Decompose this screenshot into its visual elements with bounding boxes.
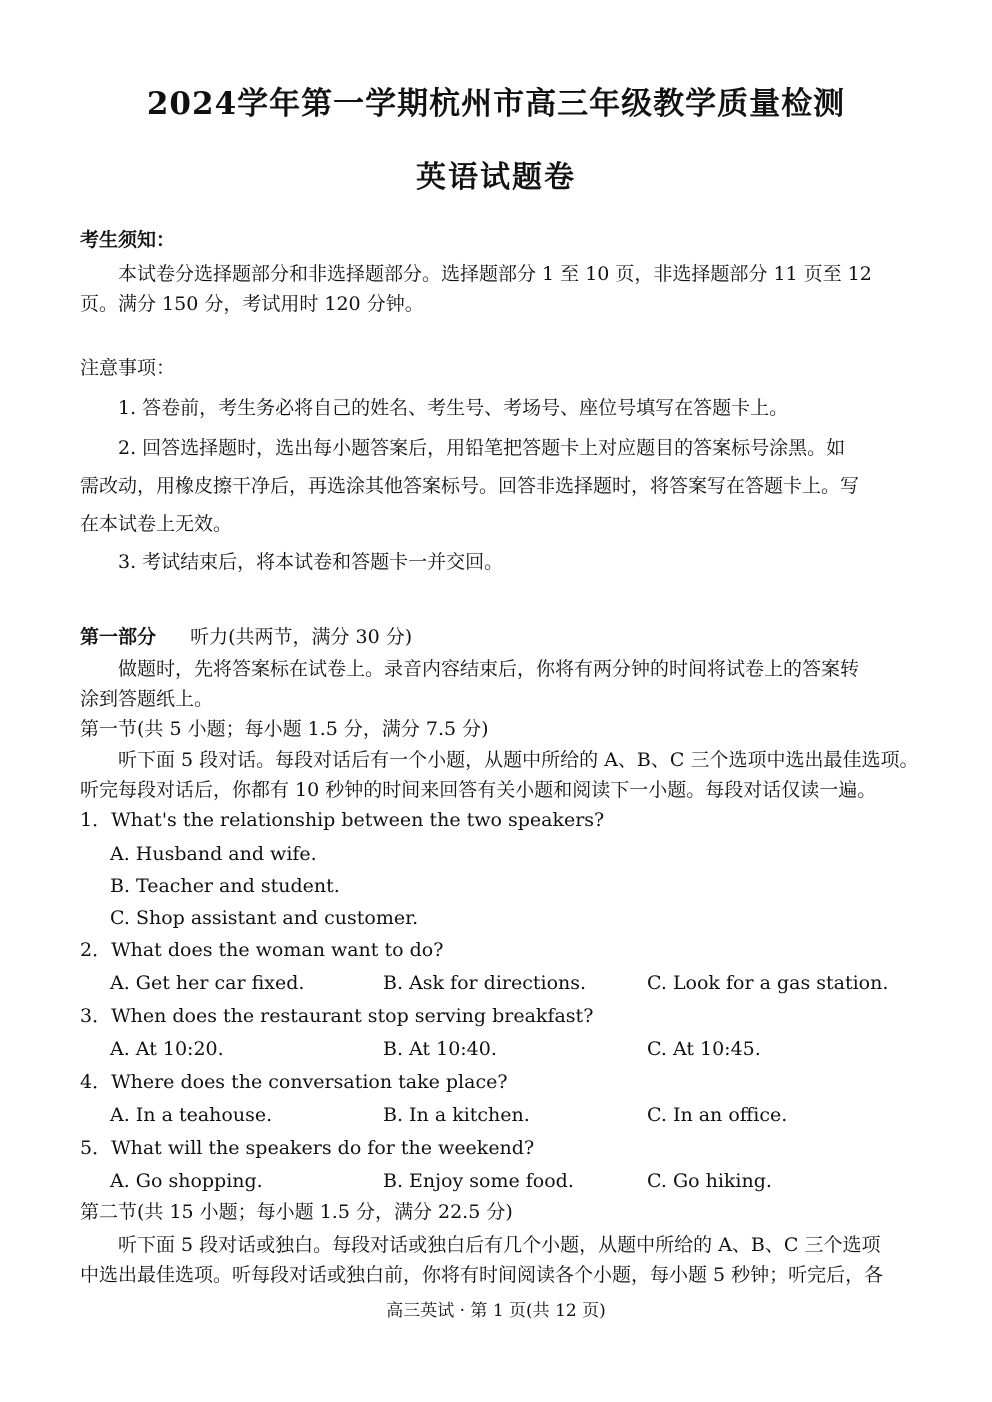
caution-item-2-line-2: 需改动，用橡皮擦干净后，再选涂其他答案标号。回答非选择题时，将答案写在答题卡上。写 [80, 475, 860, 497]
section1-intro-line-2: 听完每段对话后，你都有 10 秒钟的时间来回答有关小题和阅读下一小题。每段对话仅读一遍。 [80, 779, 877, 801]
question-3-stem: 3．When does the restaurant stop serving breakfast? [80, 1005, 594, 1027]
question-5-option-b: B. Enjoy some food. [383, 1170, 574, 1192]
question-2-option-b: B. Ask for directions. [383, 972, 587, 994]
page-footer: 高三英试 · 第 1 页(共 12 页) [386, 1301, 606, 1321]
exam-title: 2024学年第一学期杭州市高三年级教学质量检测 [146, 86, 846, 122]
question-4-stem: 4．Where does the conversation take place? [80, 1071, 508, 1093]
caution-item-2-line-3: 在本试卷上无效。 [80, 513, 233, 535]
question-5-stem: 5．What will the speakers do for the weekend? [80, 1137, 535, 1159]
cautions-heading: 注意事项： [80, 357, 176, 379]
part1-heading-text: 听力(共两节，满分 30 分) [190, 626, 413, 648]
section2-intro-line-2: 中选出最佳选项。听每段对话或独白前，你将有时间阅读各个小题，每小题 5 秒钟；听完后，各 [80, 1264, 884, 1286]
caution-item-2-line-1: 2. 回答选择题时，选出每小题答案后，用铅笔把答题卡上对应题目的答案标号涂黑。如 [118, 437, 846, 459]
question-2-option-a: A. Get her car fixed. [110, 972, 305, 994]
caution-item-3: 3. 考试结束后，将本试卷和答题卡一并交回。 [118, 551, 504, 573]
question-5-option-c: C. Go hiking. [647, 1170, 772, 1192]
question-3-option-a: A. At 10:20. [110, 1038, 224, 1060]
notice-line-1: 本试卷分选择题部分和非选择题部分。选择题部分 1 至 10 页，非选择题部分 11 页至 12 [118, 263, 872, 285]
question-1-option-c: C. Shop assistant and customer. [110, 907, 419, 929]
caution-item-1: 1. 答卷前，考生务必将自己的姓名、考生号、考场号、座位号填写在答题卡上。 [118, 397, 789, 419]
notice-heading: 考生须知： [80, 229, 176, 251]
section2-heading: 第二节(共 15 小题；每小题 1.5 分，满分 22.5 分) [80, 1201, 513, 1223]
part1-heading [80, 625, 412, 649]
question-4-option-c: C. In an office. [647, 1104, 788, 1126]
section2-intro-line-1: 听下面 5 段对话或独白。每段对话或独白后有几个小题，从题中所给的 A、B、C 三个选项 [118, 1234, 881, 1256]
question-3-option-b: B. At 10:40. [383, 1038, 497, 1060]
part1-intro-line-1: 做题时，先将答案标在试卷上。录音内容结束后，你将有两分钟的时间将试卷上的答案转 [118, 658, 860, 680]
question-4-option-a: A. In a teahouse. [110, 1104, 273, 1126]
notice-line-2: 页。满分 150 分，考试用时 120 分钟。 [80, 293, 424, 315]
exam-subtitle: 英语试题卷 [416, 160, 576, 195]
question-1-option-b: B. Teacher and student. [110, 875, 340, 897]
question-2-stem: 2．What does the woman want to do? [80, 939, 444, 961]
question-1-stem: 1．What's the relationship between the two speakers? [80, 809, 605, 831]
question-5-option-a: A. Go shopping. [110, 1170, 263, 1192]
question-1-option-a: A. Husband and wife. [110, 843, 317, 865]
question-2-option-c: C. Look for a gas station. [647, 972, 889, 994]
part1-intro-line-2: 涂到答题纸上。 [80, 688, 214, 710]
section1-intro-line-1: 听下面 5 段对话。每段对话后有一个小题，从题中所给的 A、B、C 三个选项中选出最佳选项。 [118, 749, 919, 771]
part1-heading-label: 第一部分 [80, 626, 157, 648]
question-3-option-c: C. At 10:45. [647, 1038, 761, 1060]
question-4-option-b: B. In a kitchen. [383, 1104, 530, 1126]
section1-heading: 第一节(共 5 小题；每小题 1.5 分，满分 7.5 分) [80, 718, 489, 740]
